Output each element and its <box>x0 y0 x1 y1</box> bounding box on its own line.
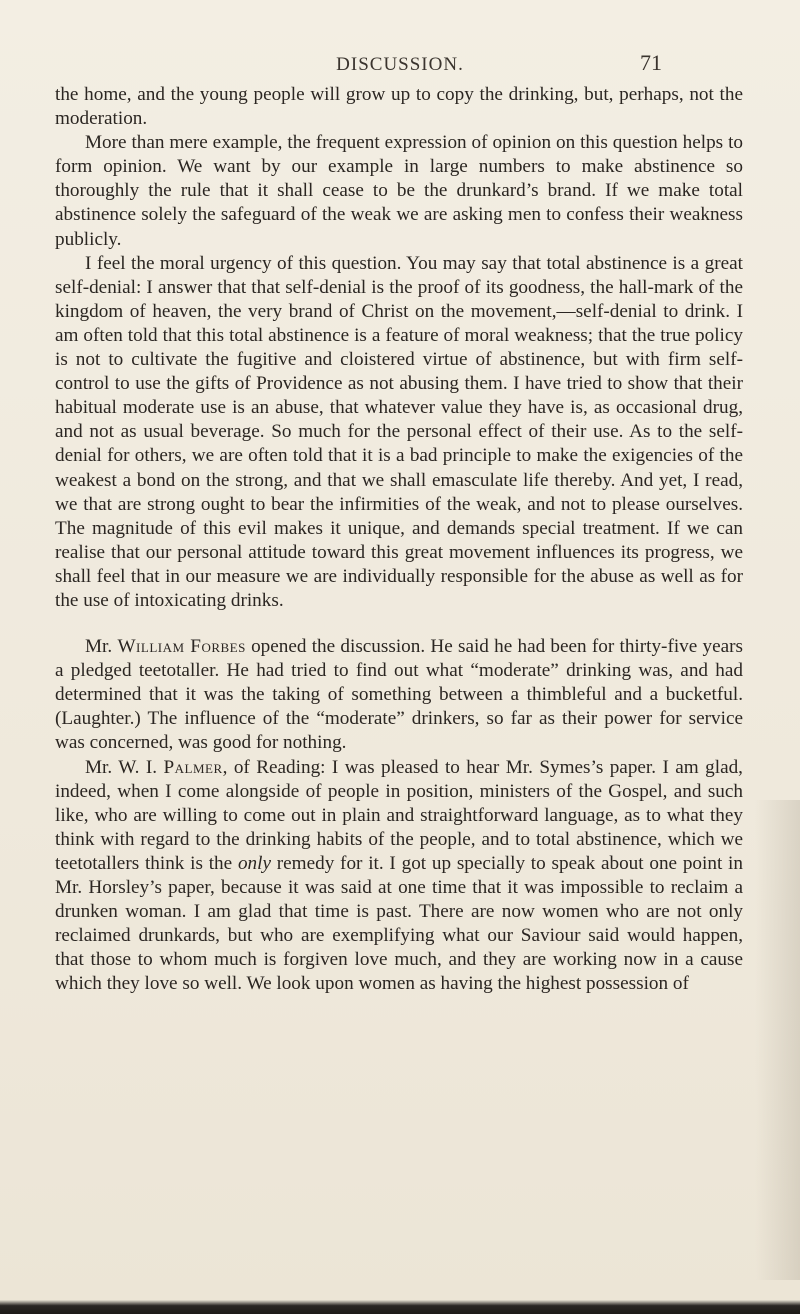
page-header <box>0 50 800 80</box>
forbes-text: opened the discussion. He said he had been for thirty-five years a pledged teetotaller. He had tried to find out what “moderate” drinking was, and had determined that it was the taking of something between a thimbleful and a bucketful. (Laughter.) The influence of the “moderate” drinkers, so far as their power for service was concerned, was good for nothing. <box>55 636 743 754</box>
speaker-palmer: Palmer <box>163 756 223 778</box>
page-bottom-edge <box>0 1300 800 1314</box>
paragraph-moral-urgency: I feel the moral urgency of this question. You may say that total abstinence is a great self-denial: I answer that that self-denial is the proof of its goodness, the hall-mark of the kingdom of heaven, the very brand of Christ on the movement,—self-denial to drink. I am often told that this total abstinence is a feature of moral weakness; that the true policy is not to cultivate the fugitive and cloistered virtue of abstinence, but with firm self-control to use the gifts of Providence as not abusing them. I have tried to show that their habitual moderate use is an abuse, that whatever value they have is, as occasional drug, and not as usual beverage. So much for the personal effect of their use. As to the self-denial for others, we are often told that it is a bad principle to make the exigencies of the weakest a bond on the strong, and that we shall emasculate life thereby. And yet, I read, we that are strong ought to bear the infirmities of the weak, and not to please ourselves. The magnitude of this evil makes it unique, and demands special treatment. If we can realise that our personal attitude toward this great movement influences its progress, we shall feel that in our measure we are individually responsible for the abuse as well as for the use of intoxicating drinks. <box>55 252 743 611</box>
paragraph-forbes <box>55 635 743 755</box>
speaker-forbes: William Forbes <box>117 636 246 658</box>
paragraph-example: More than mere example, the frequent expression of opinion on this question helps to form opinion. We want by our example in large numbers to make abstinence so thoroughly the rule that it shall cease to be the drunkard’s brand. If we make total abstinence solely the safeguard of the weak we are asking men to confess their weakness publicly. <box>55 132 743 250</box>
palmer-emphasis: only <box>237 852 271 874</box>
palmer-text-1: , of Reading: I was pleased to hear Mr. Symes’s paper. I am glad, indeed, when I come alongside of people in position, ministers of the Gospel, and such like, who are willing to come out in plain and straightforward language, as to what they think with regard to the drinking habits of the people, and to total abstinence, which we teetotallers think is the <box>55 756 743 874</box>
paragraph-palmer <box>55 756 743 997</box>
palmer-prefix: Mr. W. I. <box>85 756 164 778</box>
page-edge-shadow <box>755 800 800 1280</box>
page-number: 71 <box>640 50 662 75</box>
body-text <box>55 83 743 996</box>
palmer-text-2: remedy for it. I got up specially to speak about one point in Mr. Horsley’s paper, because it was said at one time that it was impossible to reclaim a drunken woman. I am glad that time is past. There are now women who are not only reclaimed drunkards, but who are exemplifying what our Saviour said would happen, that those to whom much is forgiven love much, and they are working now in a cause which they love so well. We look upon women as having the highest possession of <box>55 852 743 995</box>
forbes-prefix: Mr. <box>85 636 118 658</box>
running-head: DISCUSSION. <box>336 54 464 75</box>
paragraph-continuation: the home, and the young people will grow up to copy the drinking, but, perhaps, not the moderation. <box>55 84 743 130</box>
